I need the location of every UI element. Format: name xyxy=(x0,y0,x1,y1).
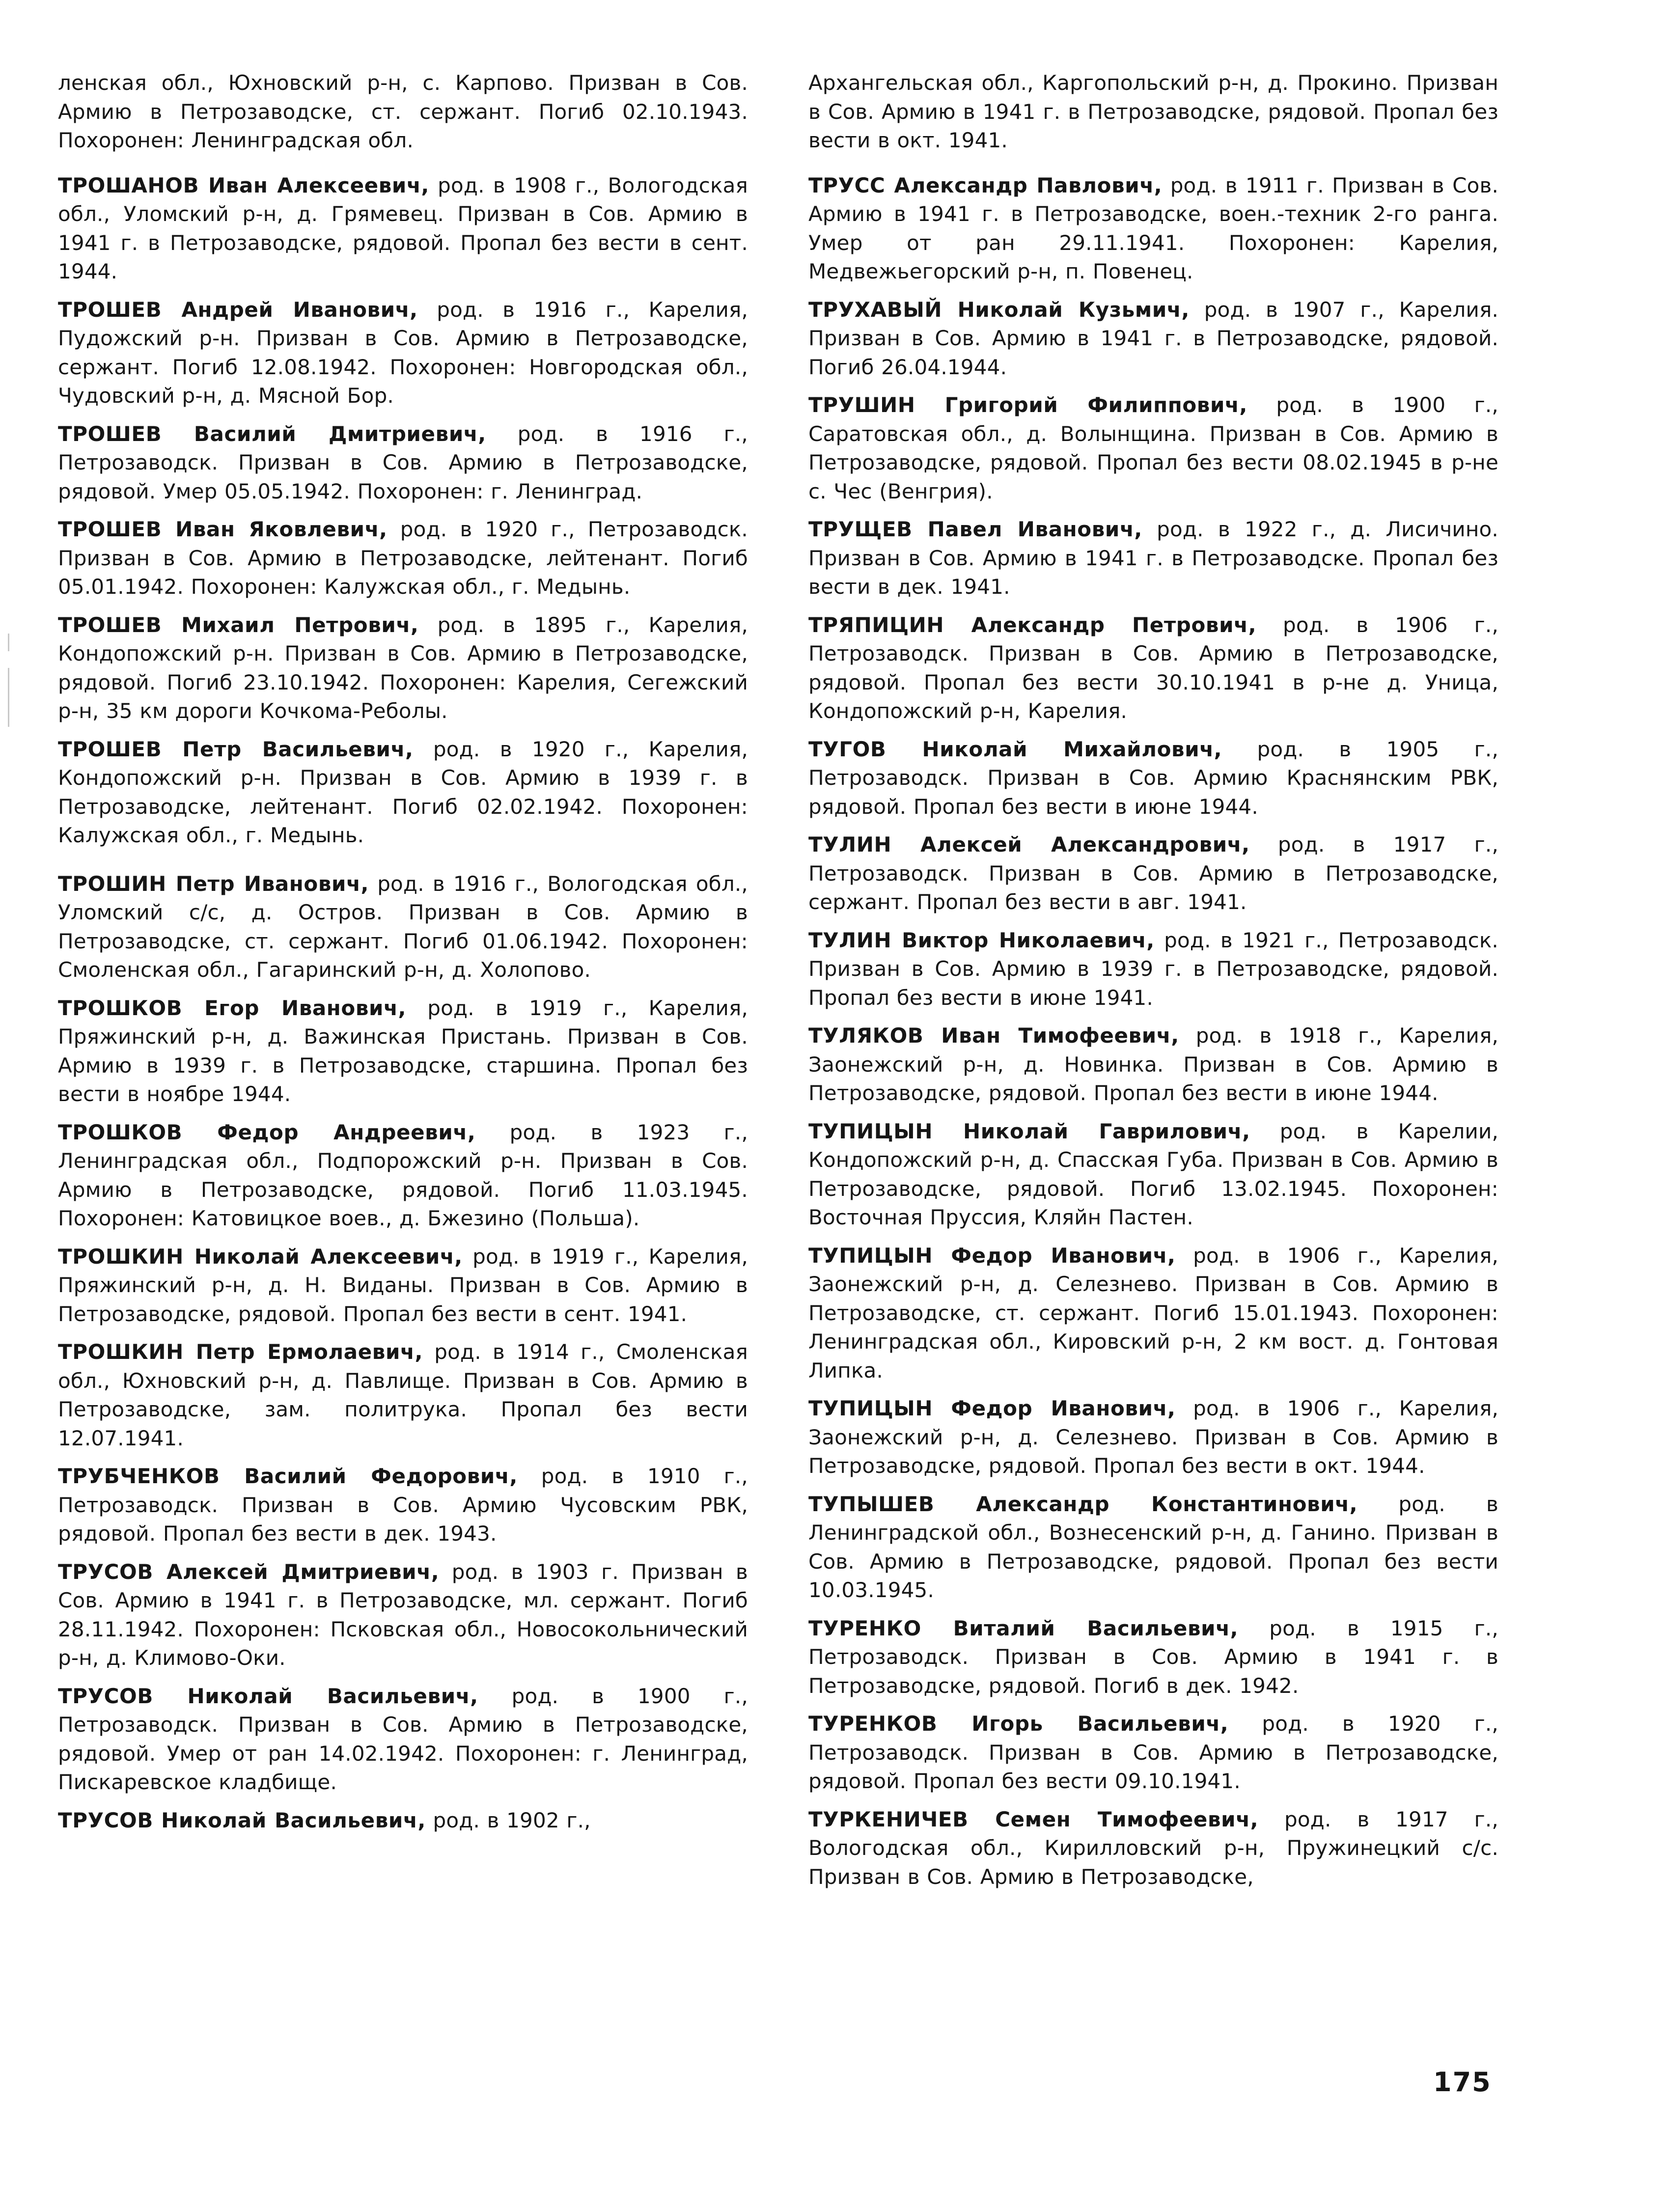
entry-text: род. в 1917 г., Вологодская обл., Кирилловский р-н, Пружинецкий с/с. Призван в Сов. Армию в Петрозаводске, xyxy=(808,1807,1498,1889)
entry-name: ТРОШКОВ Егор Иванович, xyxy=(58,995,407,1020)
entry-text: род. в 1916 г., Карелия, Пудожский р-н. Призван в Сов. Армию в Петрозаводске, сержант. Погиб 12.08.1942. Похоронен: Новгородская обл., Чудовский р-н, д. Мясной Бор. xyxy=(58,297,748,408)
memorial-entry xyxy=(58,735,748,850)
entry-name: ТРОШКИН Николай Алексеевич, xyxy=(58,1244,463,1269)
right-column xyxy=(808,69,1498,1901)
entry-text: род. в 1905 г., Петрозаводск. Призван в Сов. Армию Краснянским РВК, рядовой. Пропал без вести в июне 1944. xyxy=(808,737,1498,819)
entry-text: род. в Ленинградской обл., Вознесенский р-н, д. Ганино. Призван в Сов. Армию в Петрозаводске, рядовой. Пропал без вести 10.03.1945. xyxy=(808,1492,1498,1602)
entry-text: род. в 1922 г., д. Лисичино. Призван в Сов. Армию в 1941 г. в Петрозаводске. Пропал без вести в дек. 1941. xyxy=(808,517,1498,599)
memorial-entry xyxy=(58,1806,748,1835)
entry-name: ТРОШЕВ Андрей Иванович, xyxy=(58,297,418,322)
memorial-entry xyxy=(58,171,748,286)
entry-name: ТРУЩЕВ Павел Иванович, xyxy=(808,517,1142,541)
entry-text: род. в 1919 г., Карелия, Пряжинский р-н, д. Н. Виданы. Призван в Сов. Армию в Петрозаводске, рядовой. Пропал без вести в сент. 1941. xyxy=(58,1244,748,1326)
entry-text: род. в 1910 г., Петрозаводск. Призван в Сов. Армию Чусовским РВК, рядовой. Пропал без вести в дек. 1943. xyxy=(58,1464,748,1546)
entry-name: ТУГОВ Николай Михайлович, xyxy=(808,737,1222,761)
entry-name: ТРУСОВ Николай Васильевич, xyxy=(58,1684,478,1708)
memorial-entry xyxy=(808,1242,1498,1385)
memorial-entry xyxy=(808,1805,1498,1892)
memorial-entry xyxy=(58,1243,748,1329)
memorial-entry xyxy=(58,1338,748,1453)
memorial-entry xyxy=(808,1710,1498,1796)
memorial-entry xyxy=(808,926,1498,1013)
entry-text: род. в 1907 г., Карелия. Призван в Сов. Армию в 1941 г. в Петрозаводске, рядовой. Погиб 26.04.1944. xyxy=(808,297,1498,379)
entry-name: ТРОШИН Петр Иванович, xyxy=(58,871,369,896)
entry-name: ТРУСС Александр Павлович, xyxy=(808,173,1163,197)
memorial-entry xyxy=(808,171,1498,286)
entry-name: ТУЛИН Виктор Николаевич, xyxy=(808,928,1155,952)
entry-text: род. в 1915 г., Петрозаводск. Призван в Сов. Армию в 1941 г. в Петрозаводске, рядовой. Погиб в дек. 1942. xyxy=(808,1616,1498,1698)
entry-name: ТУЛИН Алексей Александрович, xyxy=(808,832,1250,857)
entry-name: ТУРКЕНИЧЕВ Семен Тимофеевич, xyxy=(808,1807,1259,1831)
memorial-entry xyxy=(58,1682,748,1797)
memorial-entry xyxy=(808,735,1498,822)
entry-name: ТРЯПИЦИН Александр Петрович, xyxy=(808,612,1257,637)
entry-text: ленская обл., Юхновский р-н, с. Карпово. Призван в Сов. Армию в Петрозаводске, ст. сержант. Погиб 02.10.1943. Похоронен: Ленинградская обл. xyxy=(58,71,748,152)
left-column xyxy=(58,69,748,1844)
entry-text: род. в 1916 г., Петрозаводск. Призван в Сов. Армию в Петрозаводске, рядовой. Умер 05.05.1942. Похоронен: г. Ленинград. xyxy=(58,421,748,503)
entry-text: род. в 1900 г., Саратовская обл., д. Волынщина. Призван в Сов. Армию в Петрозаводске, рядовой. Пропал без вести 08.02.1945 в р-не с. Чес (Венгрия). xyxy=(808,393,1498,503)
scan-artifact xyxy=(8,634,9,651)
entry-name: ТРОШЕВ Василий Дмитриевич, xyxy=(58,421,486,446)
memorial-entry xyxy=(58,515,748,602)
memorial-entry xyxy=(808,69,1498,155)
entry-text: род. в 1919 г., Карелия, Пряжинский р-н, д. Важинская Пристань. Призван в Сов. Армию в 1939 г. в Петрозаводске, старшина. Пропал без вести в ноябре 1944. xyxy=(58,995,748,1106)
entry-text: род. в 1914 г., Смоленская обл., Юхновский р-н, д. Павлище. Призван в Сов. Армию в Петрозаводске, зам. политрука. Пропал без вести 12.07.1941. xyxy=(58,1340,748,1450)
entry-name: ТУРЕНКО Виталий Васильевич, xyxy=(808,1616,1239,1640)
entry-name: ТРОШАНОВ Иван Алексеевич, xyxy=(58,173,429,197)
memorial-entry xyxy=(808,611,1498,726)
entry-text: род. в 1920 г., Карелия, Кондопожский р-н. Призван в Сов. Армию в 1939 г. в Петрозаводске, лейтенант. Погиб 02.02.1942. Похоронен: Калужская обл., г. Медынь. xyxy=(58,737,748,847)
memorial-entry xyxy=(58,296,748,411)
memorial-entry xyxy=(808,1490,1498,1605)
entry-name: ТРУШИН Григорий Филиппович, xyxy=(808,393,1247,417)
scan-artifact xyxy=(8,668,9,727)
memorial-entry xyxy=(58,1462,748,1548)
entry-text: род. в 1921 г., Петрозаводск. Призван в Сов. Армию в 1939 г. в Петрозаводске, рядовой. Пропал без вести в июне 1941. xyxy=(808,928,1498,1010)
memorial-entry xyxy=(808,830,1498,917)
memorial-entry xyxy=(58,1558,748,1673)
entry-text: род. в 1908 г., Вологодская обл., Уломский р-н, д. Грямевец. Призван в Сов. Армию в 1941 г. в Петрозаводске, рядовой. Пропал без вести в сент. 1944. xyxy=(58,173,748,283)
entry-text: род. в 1902 г., xyxy=(425,1808,591,1832)
entry-name: ТРОШКИН Петр Ермолаевич, xyxy=(58,1340,423,1364)
memorial-entry xyxy=(808,1614,1498,1701)
memorial-entry xyxy=(58,994,748,1109)
entry-text: род. в 1900 г., Петрозаводск. Призван в Сов. Армию в Петрозаводске, рядовой. Умер от ран 14.02.1942. Похоронен: г. Ленинград, Пискаревское кладбище. xyxy=(58,1684,748,1794)
memorial-entry xyxy=(58,611,748,726)
entry-text: род. в 1903 г. Призван в Сов. Армию в 1941 г. в Петрозаводске, мл. сержант. Погиб 28.11.1942. Похоронен: Псковская обл., Новосокольнический р-н, д. Климово-Оки. xyxy=(58,1559,748,1670)
entry-text: род. в 1923 г., Ленинградская обл., Подпорожский р-н. Призван в Сов. Армию в Петрозаводске, рядовой. Погиб 11.03.1945. Похоронен: Катовицкое воев., д. Бжезино (Польша). xyxy=(58,1120,748,1230)
entry-name: ТУРЕНКОВ Игорь Васильевич, xyxy=(808,1712,1229,1736)
entry-text: род. в 1920 г., Петрозаводск. Призван в Сов. Армию в Петрозаводске, рядовой. Пропал без вести 09.10.1941. xyxy=(808,1712,1498,1793)
memorial-entry xyxy=(808,515,1498,602)
entry-text: род. в 1918 г., Карелия, Заонежский р-н, д. Новинка. Призван в Сов. Армию в Петрозаводске, рядовой. Пропал без вести в июне 1944. xyxy=(808,1023,1498,1105)
entry-name: ТРУХАВЫЙ Николай Кузьмич, xyxy=(808,297,1190,322)
entry-name: ТУПИЦЫН Федор Иванович, xyxy=(808,1396,1176,1420)
entry-name: ТРОШЕВ Иван Яковлевич, xyxy=(58,517,388,541)
entry-name: ТРУБЧЕНКОВ Василий Федорович, xyxy=(58,1464,518,1488)
memorial-entry xyxy=(808,1394,1498,1481)
entry-text: род. в 1917 г., Петрозаводск. Призван в Сов. Армию в Петрозаводске, сержант. Пропал без вести в авг. 1941. xyxy=(808,832,1498,914)
memorial-entry xyxy=(808,296,1498,382)
memorial-entry xyxy=(58,1118,748,1233)
entry-text: род. в 1906 г., Карелия, Заонежский р-н, д. Селезнево. Призван в Сов. Армию в Петрозаводске, рядовой. Пропал без вести в окт. 1944. xyxy=(808,1396,1499,1478)
entry-name: ТРОШЕВ Михаил Петрович, xyxy=(58,612,419,637)
entry-name: ТРОШКОВ Федор Андреевич, xyxy=(58,1120,476,1144)
memorial-entry xyxy=(808,1022,1498,1108)
entry-text: род. в 1906 г., Петрозаводск. Призван в Сов. Армию в Петрозаводске, рядовой. Пропал без вести 30.10.1941 в р-не д. Уница, Кондопожский р-н, Карелия. xyxy=(808,612,1499,723)
entry-text: род. в 1920 г., Петрозаводск. Призван в Сов. Армию в Петрозаводске, лейтенант. Погиб 05.01.1942. Похоронен: Калужская обл., г. Медынь. xyxy=(58,517,748,599)
entry-text: Архангельская обл., Каргопольский р-н, д. Прокино. Призван в Сов. Армию в 1941 г. в Петрозаводске, рядовой. Пропал без вести в окт. 1941. xyxy=(808,71,1498,152)
memorial-entry xyxy=(58,420,748,506)
entry-text: род. в 1911 г. Призван в Сов. Армию в 1941 г. в Петрозаводске, воен.-техник 2-го ранга. Умер от ран 29.11.1941. Похоронен: Карелия, Медвежьегорский р-н, п. Повенец. xyxy=(808,173,1498,283)
memorial-entry xyxy=(808,391,1498,506)
entry-name: ТУЛЯКОВ Иван Тимофеевич, xyxy=(808,1023,1179,1048)
entry-name: ТУПИЦЫН Федор Иванович, xyxy=(808,1243,1176,1268)
memorial-entry xyxy=(58,870,748,985)
entry-name: ТРУСОВ Николай Васильевич, xyxy=(58,1808,426,1832)
entry-name: ТУПИЦЫН Николай Гаврилович, xyxy=(808,1119,1250,1143)
memorial-entry xyxy=(58,69,748,155)
entry-name: ТУПЫШЕВ Александр Константинович, xyxy=(808,1492,1358,1516)
entry-text: род. в 1895 г., Карелия, Кондопожский р-н. Призван в Сов. Армию в Петрозаводске, рядовой. Погиб 23.10.1942. Похоронен: Карелия, Сегежский р-н, 35 км дороги Кочкома-Реболы. xyxy=(58,612,748,723)
page-number: 175 xyxy=(1433,2067,1492,2098)
entry-text: род. в 1916 г., Вологодская обл., Уломский с/с, д. Остров. Призван в Сов. Армию в Петрозаводске, ст. сержант. Погиб 01.06.1942. Похоронен: Смоленская обл., Гагаринский р-н, д. Холопово. xyxy=(58,871,748,982)
entry-text: род. в Карелии, Кондопожский р-н, д. Спасская Губа. Призван в Сов. Армию в Петрозаводске, рядовой. Погиб 13.02.1945. Похоронен: Восточная Пруссия, Кляйн Пастен. xyxy=(808,1119,1499,1229)
memorial-entry xyxy=(808,1117,1498,1232)
entry-name: ТРУСОВ Алексей Дмитриевич, xyxy=(58,1559,440,1584)
entry-text: род. в 1906 г., Карелия, Заонежский р-н, д. Селезнево. Призван в Сов. Армию в Петрозаводске, ст. сержант. Погиб 15.01.1943. Похоронен: Ленинградская обл., Кировский р-н, 2 км вост. д. Гонтовая Липка. xyxy=(808,1243,1499,1382)
entry-name: ТРОШЕВ Петр Васильевич, xyxy=(58,737,414,761)
